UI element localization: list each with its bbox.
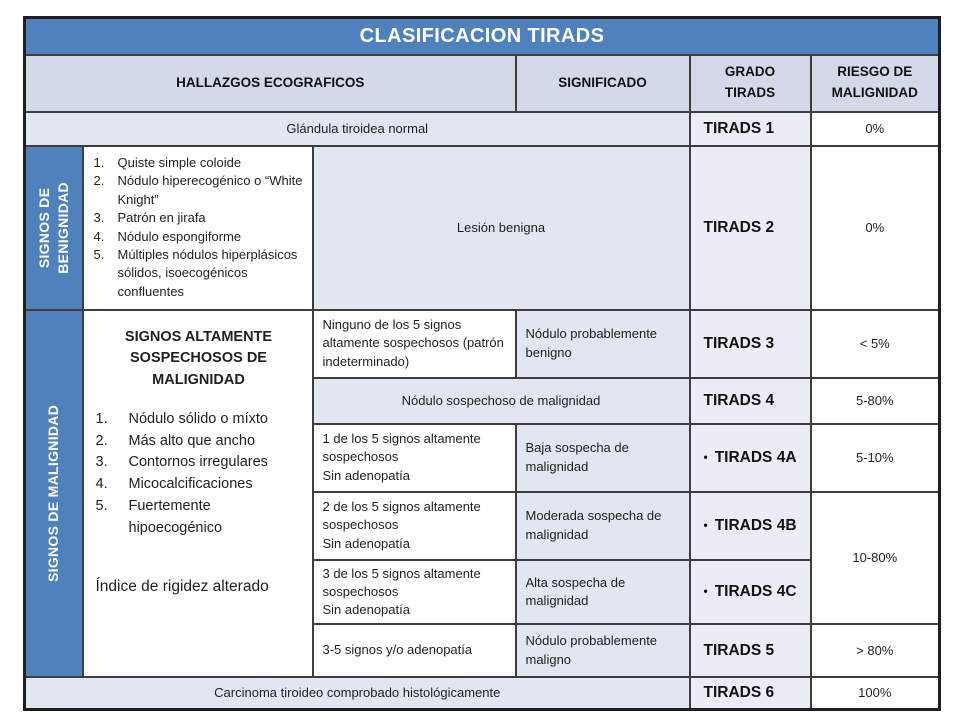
cell-r3-hallazgos: Ninguno de los 5 signos altamente sospechosos (patrón indeterminado) [313,310,516,378]
benignidad-label-line2: BENIGNIDAD [54,181,71,274]
benignidad-vertical-label [26,147,82,309]
col-header-grado-line2: TIRADS [724,85,776,100]
cell-r4c-hallazgos-line2: Sin adenopatía [322,601,410,617]
cell-r4bc-riesgo: 10-80% [811,492,940,625]
cell-r4b-grado-label: TIRADS 4B [714,516,797,534]
cell-r1-hallazgos: Glándula tiroidea normal [25,112,690,146]
col-header-riesgo-line2: MALIGNIDAD [831,85,918,100]
cell-r4b-hallazgos-line2: Sin adenopatía [322,535,410,551]
bullet-icon: • [703,449,708,464]
cell-r5-riesgo: > 80% [811,624,940,677]
malign-footnote: Índice de rigidez alterado [95,578,269,596]
cell-r4a-grado [690,424,811,492]
section-label-benignidad [25,146,83,310]
cell-benign-signs-list [83,146,313,310]
malign-signs-title: SIGNOS ALTAMENTE SOSPECHOSOS DE MALIGNIDAD [124,328,273,388]
benign-sign-text: Patrón en jirafa [117,210,206,226]
col-header-grado [690,55,811,112]
cell-r4c-significado: Alta sospecha de malignidad [516,560,690,625]
benign-sign-item [94,246,306,301]
malignidad-label-text: SIGNOS DE MALIGNIDAD [45,404,62,582]
cell-r4a-grado-label: TIRADS 4A [714,448,797,466]
cell-r2-significado: Lesión benigna [313,146,690,310]
col-header-hallazgos: HALLAZGOS ECOGRAFICOS [25,55,516,112]
cell-r4b-hallazgos [313,492,516,560]
benign-sign-number: 1. [93,154,105,170]
malign-sign-item [94,409,304,431]
bullet-icon: • [703,517,708,532]
malign-sign-item [94,452,304,474]
malign-sign-text: Fuertemente hipoecogénico [128,497,223,536]
cell-r4b-grado [690,492,811,560]
benign-sign-item [94,172,306,209]
benign-sign-item [94,209,306,227]
benign-sign-number: 2. [93,173,105,189]
cell-r4c-grado-label: TIRADS 4C [714,582,797,600]
cell-r3-significado: Nódulo probablemente benigno [516,310,690,378]
cell-r4-hallazgos-significado: Nódulo sospechoso de malignidad [313,378,690,424]
cell-r4b-hallazgos-line1: 2 de los 5 signos altamente sospechosos [322,499,481,533]
cell-r4-grado: TIRADS 4 [690,378,811,424]
col-header-grado-line1: GRADO [724,64,776,80]
benign-sign-text: Múltiples nódulos hiperplásicos sólidos, isoecogénicos confluentes [117,246,298,299]
cell-r4c-hallazgos [313,560,516,625]
malign-sign-number: 4. [95,476,108,492]
cell-r6-hallazgos: Carcinoma tiroideo comprobado histológicamente [25,677,690,709]
cell-r4c-grado [690,560,811,625]
cell-r5-hallazgos: 3-5 signos y/o adenopatía [313,624,516,677]
cell-r4-riesgo: 5-80% [811,378,940,424]
cell-r5-significado: Nódulo probablemente maligno [516,624,690,677]
benignidad-label-line1: SIGNOS DE [35,187,52,268]
section-label-malignidad [25,310,83,678]
malign-sign-text: Contornos irregulares [128,454,268,471]
cell-r2-riesgo: 0% [811,146,940,310]
malign-sign-number: 3. [95,454,108,471]
cell-r6-riesgo: 100% [811,677,940,709]
cell-r2-grado: TIRADS 2 [690,146,811,310]
benign-sign-number: 5. [93,246,105,262]
cell-r4a-hallazgos [313,424,516,492]
benign-sign-item [94,154,306,172]
malign-sign-number: 1. [95,410,108,427]
malign-sign-item [94,474,304,496]
malign-sign-text: Más alto que ancho [128,432,256,449]
malignidad-vertical-label [26,311,82,677]
malign-sign-item [94,496,304,540]
malign-sign-text: Micocalcificaciones [128,476,253,492]
benign-sign-item [94,228,306,246]
cell-r1-grado: TIRADS 1 [690,112,811,146]
cell-r3-grado: TIRADS 3 [690,310,811,378]
benign-sign-text: Nódulo hiperecogénico o “White Knight” [117,173,303,207]
malign-sign-item [94,431,304,453]
bullet-icon: • [703,583,708,598]
malign-sign-number: 2. [95,432,108,449]
cell-r3-riesgo: < 5% [811,310,940,378]
cell-malign-signs [83,310,313,678]
malign-sign-number: 5. [95,497,108,514]
cell-r4a-riesgo: 5-10% [811,424,940,492]
cell-r4a-hallazgos-line2: Sin adenopatía [322,467,410,483]
col-header-riesgo [811,55,940,112]
col-header-significado: SIGNIFICADO [516,55,690,112]
benign-sign-number: 4. [93,228,105,244]
col-header-riesgo-line1: RIESGO DE [837,64,913,80]
malign-sign-text: Nódulo sólido o míxto [128,410,268,427]
cell-r1-riesgo: 0% [811,112,940,146]
cell-r4c-hallazgos-line1: 3 de los 5 signos altamente sospechosos [322,565,481,599]
cell-r5-grado: TIRADS 5 [690,624,811,677]
benign-sign-number: 3. [93,210,105,226]
cell-r6-grado: TIRADS 6 [690,677,811,709]
cell-r4a-significado: Baja sospecha de malignidad [516,424,690,492]
tirads-classification-table [23,16,941,711]
benign-sign-text: Quiste simple coloide [117,154,242,170]
cell-r4b-significado: Moderada sospecha de malignidad [516,492,690,560]
cell-r4a-hallazgos-line1: 1 de los 5 signos altamente sospechosos [322,431,481,465]
table-title: CLASIFICACION TIRADS [25,18,940,55]
benign-sign-text: Nódulo espongiforme [117,228,242,244]
